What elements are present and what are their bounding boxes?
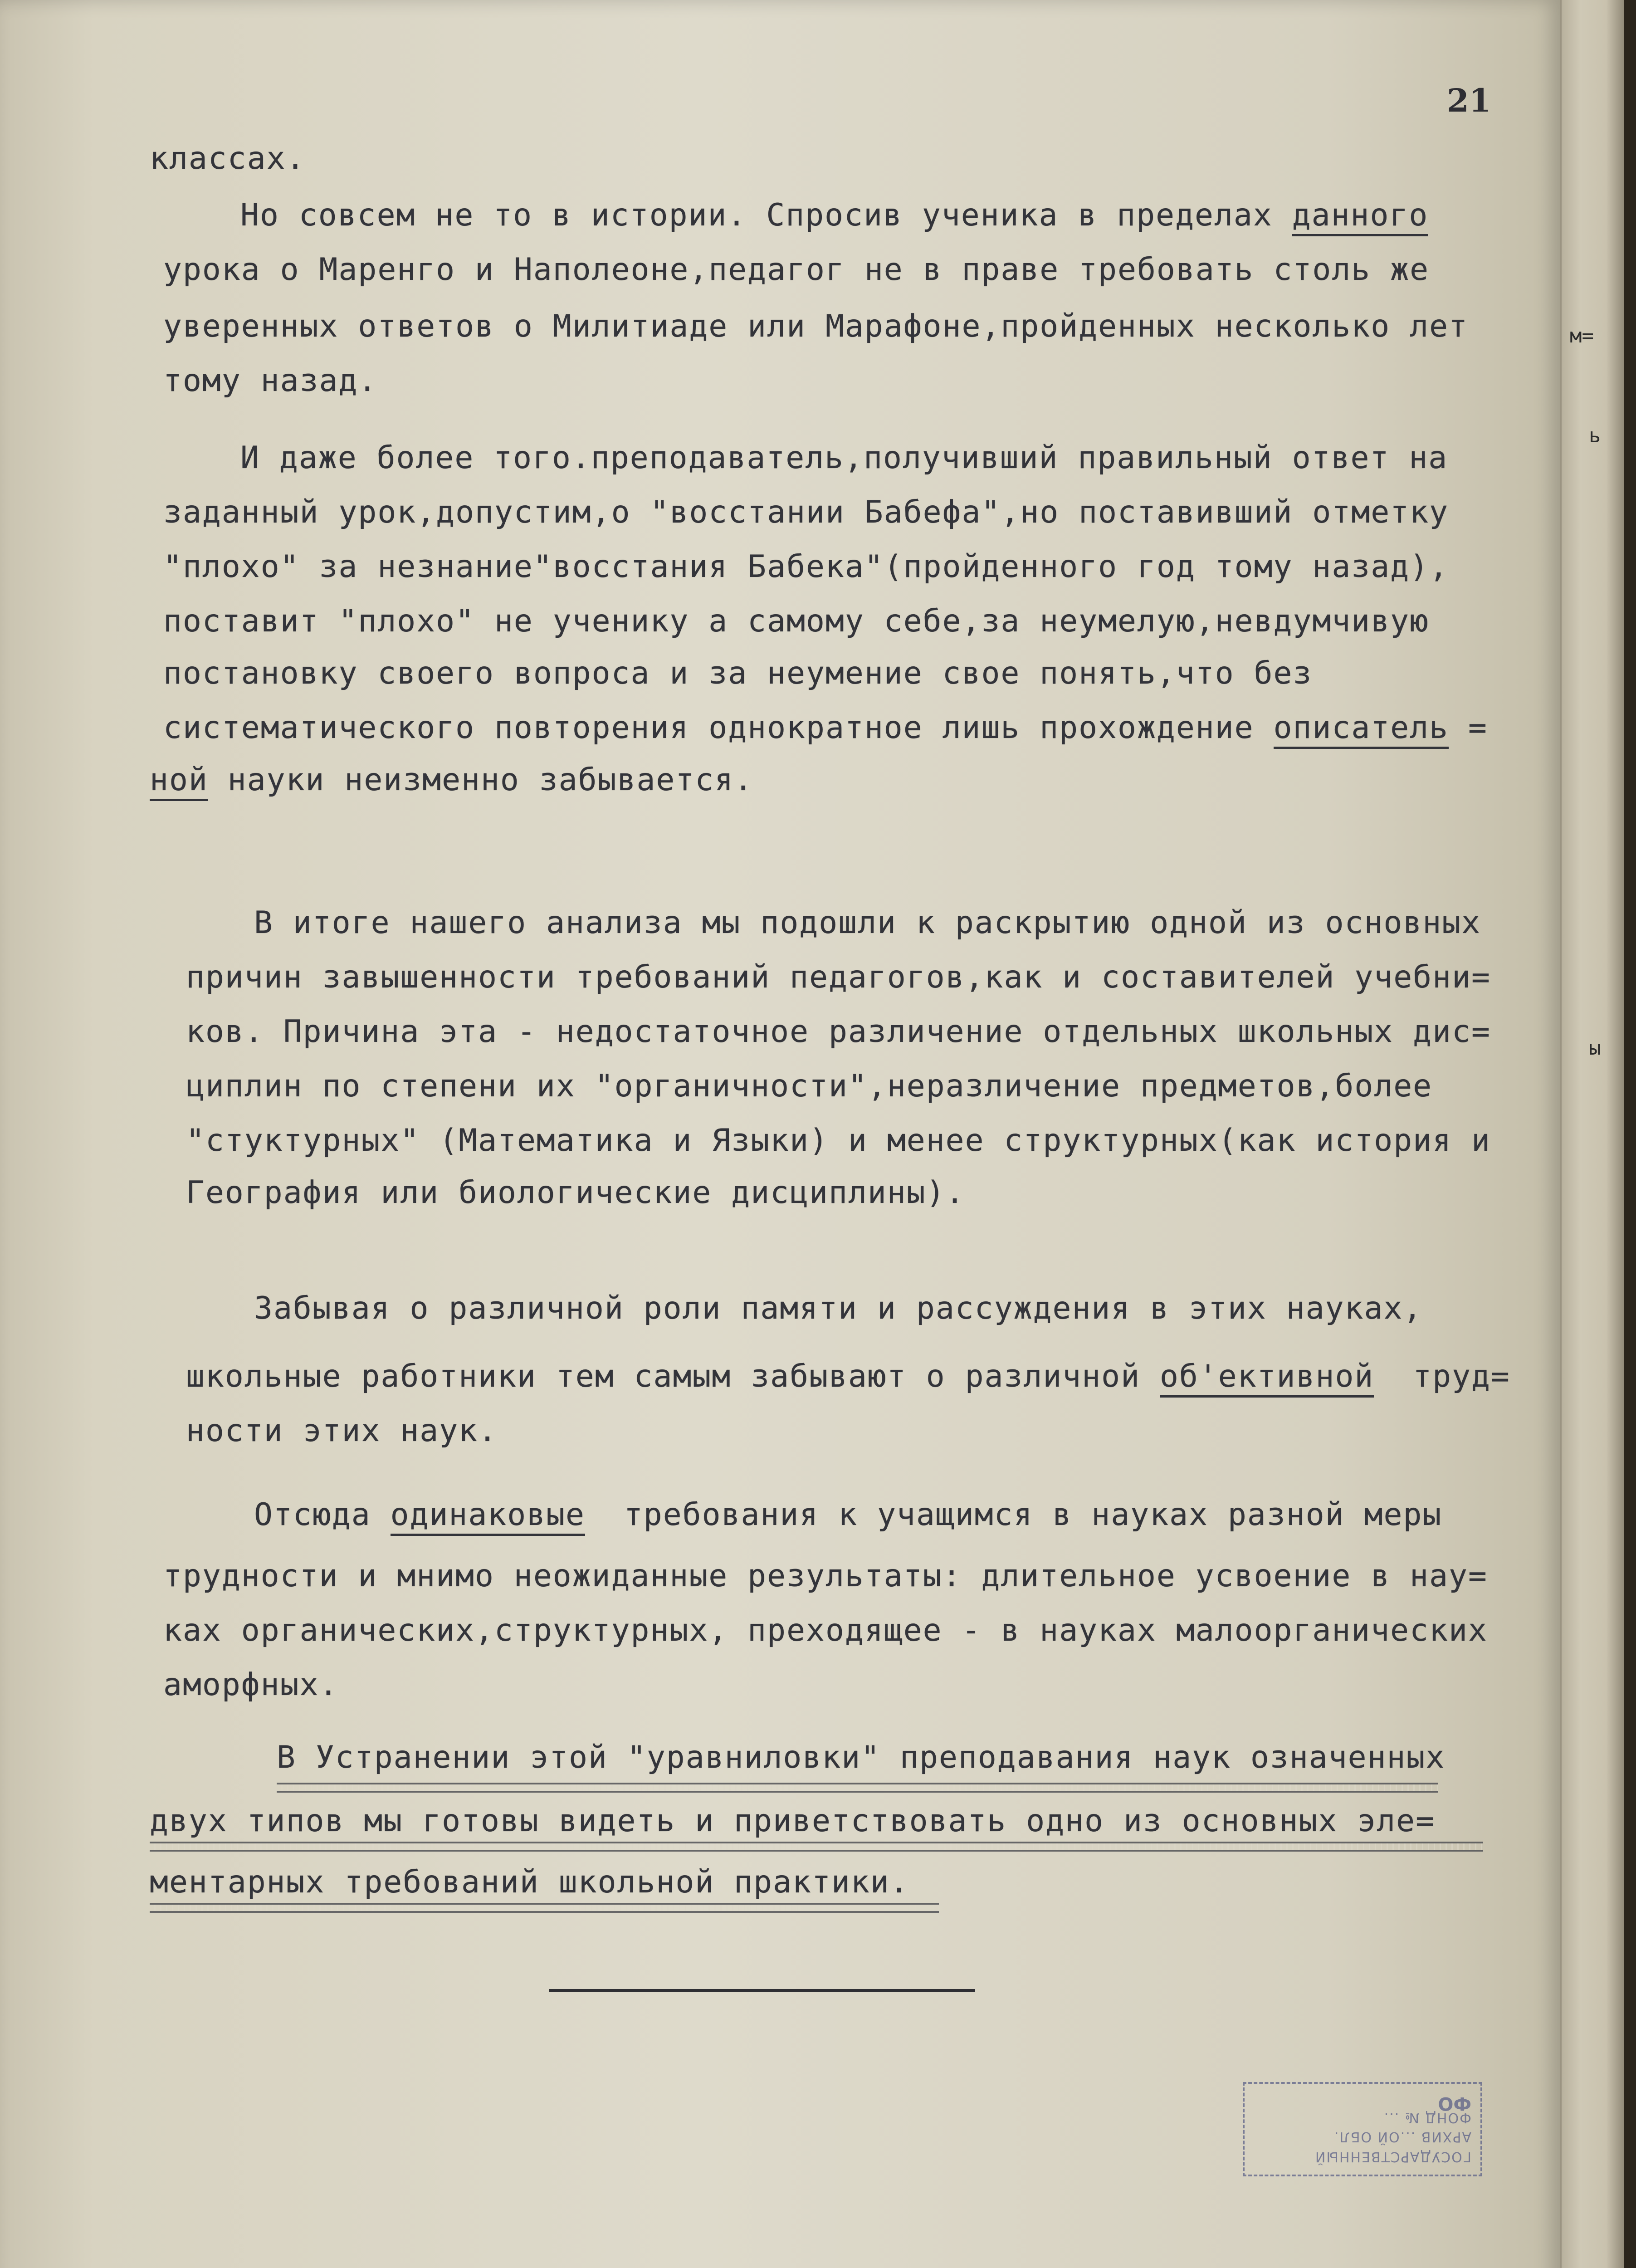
- text-line: причин завышенности требований педагогов,как и составителей учебни=: [186, 959, 1491, 995]
- text-line: циплин по степени их "органичности",неразличение предметов,более: [186, 1068, 1433, 1104]
- page-number: 21: [1447, 82, 1491, 119]
- text-line: [163, 710, 1488, 746]
- closing-rule: [549, 1989, 975, 1992]
- text-line: [150, 762, 753, 798]
- text-line: В итоге нашего анализа мы подошли к раскрытию одной из основных: [254, 905, 1481, 941]
- text-line: постановку своего вопроса и за неумение свое понять,что без: [163, 655, 1313, 691]
- text-line: ков. Причина эта - недостаточное различение отдельных школьных дис=: [186, 1014, 1491, 1050]
- text-line: ках органических,структурных, преходящее - в науках малоорганических: [163, 1613, 1488, 1648]
- text-line: уверенных ответов о Милитиаде или Марафоне,пройденных несколько лет: [163, 308, 1468, 344]
- stamp-line: ФОНД № ...: [1383, 2110, 1471, 2126]
- text-line: "стуктурных" (Математика и Языки) и менее структурных(как история и: [186, 1123, 1491, 1158]
- text-line: [240, 197, 1428, 233]
- text-line: двух типов мы готовы видеть и приветствовать одно из основных эле=: [150, 1803, 1436, 1839]
- stamp-line: ГОСУДАРСТВЕННЫЙ: [1314, 2149, 1471, 2165]
- text-line: поставит "плохо" не ученику а самому себе,за неумелую,невдумчивую: [163, 603, 1430, 639]
- double-underline: [150, 1903, 939, 1913]
- archive-stamp: [1243, 2082, 1482, 2176]
- text-line: трудности и мнимо неожиданные результаты: длительное усвоение в нау=: [163, 1558, 1488, 1594]
- text-span: Но совсем не то в истории. Спросив ученика в пределах данного: [240, 197, 1428, 236]
- text-line: аморфных.: [163, 1667, 339, 1703]
- text-line: Забывая о различной роли памяти и рассуждения в этих науках,: [254, 1290, 1423, 1326]
- text-line: В Устранении этой "уравниловки" преподавания наук означенных: [277, 1740, 1446, 1775]
- stamp-code: ФО: [1438, 2093, 1471, 2114]
- binding-shadow: [1624, 0, 1636, 2268]
- underlined-word: данного: [1292, 197, 1429, 236]
- next-page-edge: [1560, 0, 1625, 2268]
- text-line: География или биологические дисциплины).: [186, 1175, 965, 1211]
- underlined-word: описатель: [1274, 710, 1449, 749]
- text-line: тому назад.: [163, 363, 378, 399]
- underlined-word: об'ективной: [1160, 1359, 1374, 1398]
- text-line: ментарных требований школьной практики.: [150, 1864, 909, 1900]
- text-line: [186, 1359, 1510, 1394]
- double-underline: [277, 1783, 1438, 1793]
- edge-mark: м=: [1570, 324, 1594, 347]
- text-span: систематического повторения однократное лишь прохождение описатель =: [163, 710, 1488, 749]
- text-line: [254, 1497, 1442, 1533]
- text-line: урока о Маренго и Наполеоне,педагог не в праве требовать столь же: [163, 252, 1430, 288]
- double-underline: [150, 1842, 1483, 1852]
- text-span: Отсюда одинаковые требования к учащимся в науках разной меры: [254, 1497, 1442, 1536]
- edge-mark: ь: [1589, 424, 1601, 447]
- text-line: классах.: [150, 141, 306, 176]
- edge-mark: ы: [1589, 1036, 1601, 1060]
- stamp-line: АРХИВ ...ОЙ ОБЛ.: [1333, 2129, 1471, 2145]
- text-line: заданный урок,допустим,о "восстании Бабефа",но поставивший отметку: [163, 494, 1449, 530]
- underlined-word: одинаковые: [391, 1497, 585, 1536]
- text-span: науки неизменно забывается.: [208, 762, 754, 798]
- text-span: школьные работники тем самым забывают о различной об'ективной труд=: [186, 1359, 1510, 1398]
- underlined-word: ной: [150, 762, 208, 801]
- text-line: "плохо" за незнание"восстания Бабека"(пройденного год тому назад),: [163, 549, 1449, 585]
- text-line: И даже более того.преподаватель,получивший правильный ответ на: [240, 440, 1448, 476]
- text-line: ности этих наук.: [186, 1413, 498, 1449]
